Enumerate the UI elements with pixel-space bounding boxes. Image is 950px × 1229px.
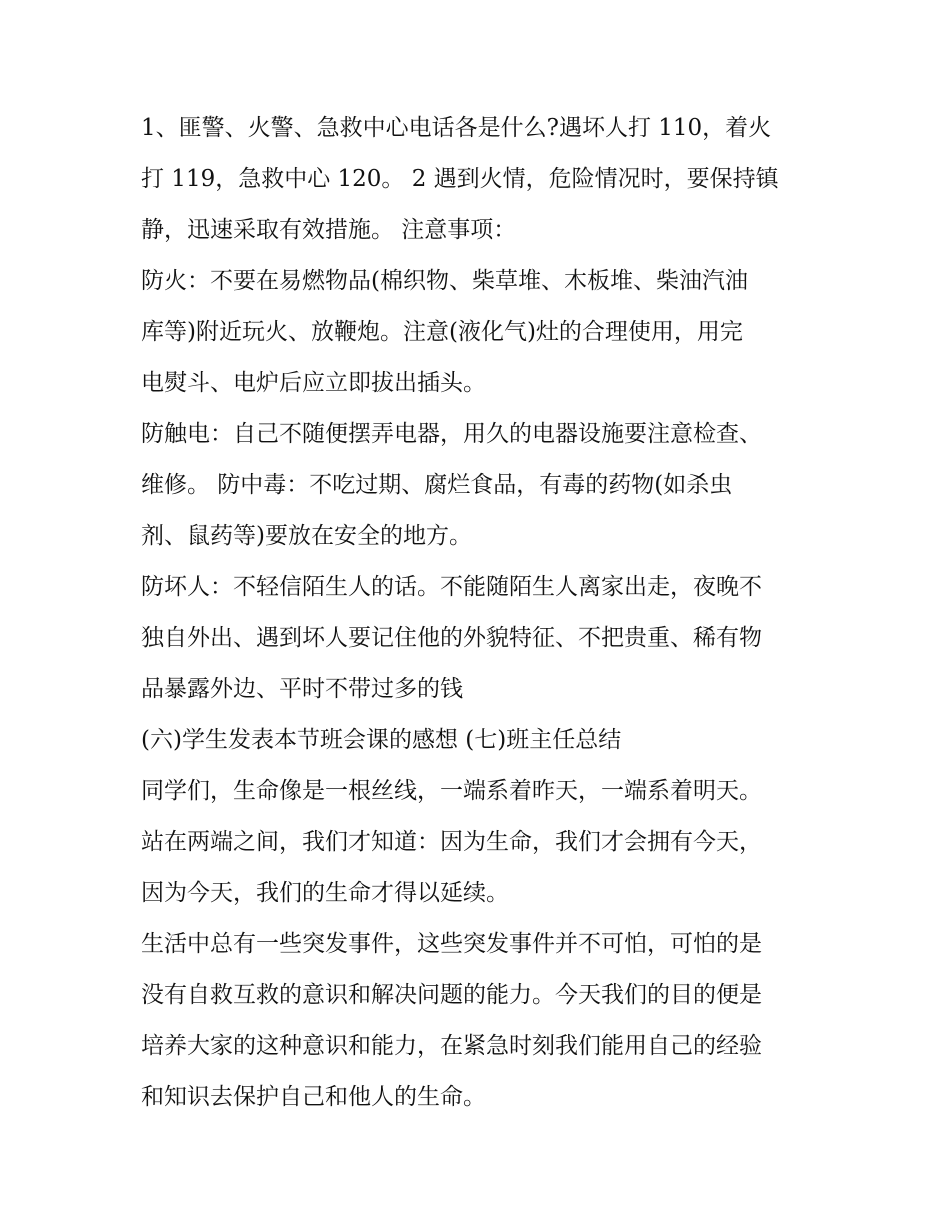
text-line: 站在两端之间，我们才知道：因为生命，我们才会拥有今天， xyxy=(141,829,762,855)
text-line: 维修。 防中毒：不吃过期、腐烂食品，有毒的药物(如杀虫 xyxy=(141,472,733,498)
text-line: 防坏人：不轻信陌生人的话。不能随陌生人离家出走，夜晚不 xyxy=(141,574,762,600)
text-line: 剂、鼠药等)要放在安全的地方。 xyxy=(141,523,472,549)
text-line: 1、匪警、火警、急救中心电话各是什么?遇坏人打 110，着火 xyxy=(141,115,772,141)
text-line: 同学们，生命像是一根丝线，一端系着昨天，一端系着明天。 xyxy=(141,778,762,804)
text-line: 库等)附近玩火、放鞭炮。注意(液化气)灶的合理使用，用完 xyxy=(141,319,743,345)
text-line: 防触电：自己不随便摆弄电器，用久的电器设施要注意检查、 xyxy=(141,421,762,447)
text-line: 生活中总有一些突发事件，这些突发事件并不可怕，可怕的是 xyxy=(141,931,762,957)
text-line: 防火：不要在易燃物品(棉织物、柴草堆、木板堆、柴油汽油 xyxy=(141,268,748,294)
text-line: 独自外出、遇到坏人要记住他的外貌特征、不把贵重、稀有物 xyxy=(141,625,762,651)
text-line: 因为今天，我们的生命才得以延续。 xyxy=(141,880,509,906)
document-body xyxy=(141,103,821,1123)
text-line: 静，迅速采取有效措施。 注意事项： xyxy=(141,217,517,243)
text-line: 打 119，急救中心 120。 2 遇到火情，危险情况时，要保持镇 xyxy=(141,166,779,192)
text-line: 和知识去保护自己和他人的生命。 xyxy=(141,1084,486,1110)
section-heading-line: (六)学生发表本节班会课的感想 (七)班主任总结 xyxy=(141,727,622,753)
text-line: 品暴露外边、平时不带过多的钱 xyxy=(141,676,463,702)
text-line: 培养大家的这种意识和能力，在紧急时刻我们能用自己的经验 xyxy=(141,1033,762,1059)
text-line: 电熨斗、电炉后应立即拔出插头。 xyxy=(141,370,486,396)
text-line: 没有自救互救的意识和解决问题的能力。今天我们的目的便是 xyxy=(141,982,762,1008)
